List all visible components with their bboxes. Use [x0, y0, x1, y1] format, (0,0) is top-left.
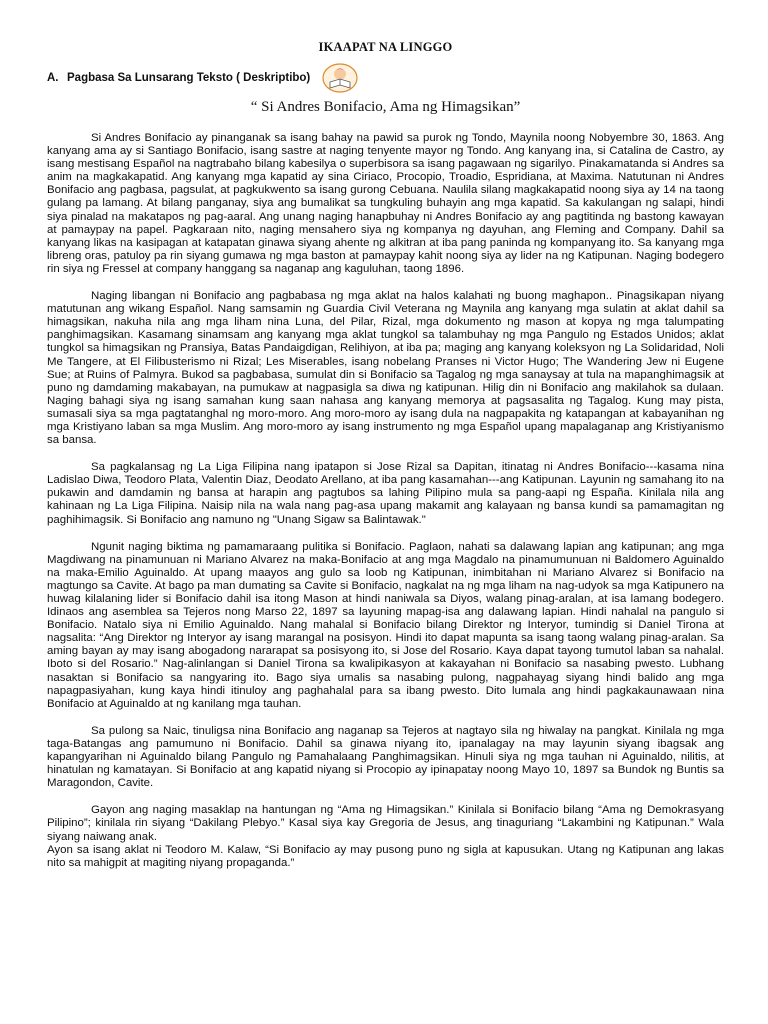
paragraph: Sa pulong sa Naic, tinuligsa nina Bonifacio ang naganap sa Tejeros at nagtayo sila ng hiwalay na pangkat. Kinilala ng mga taga-Batangas ang pamumuno ni Bonifacio. Dahil sa ginawa niyang ito, ipanalagay na may layunin siyang ibagsak ang kapangyarihan ni Aguinaldo bilang Pangulo ng Pamahalaang Panghimagsikan. Hinuli siya ng mga tauhan ni Aguinaldo, nilitis, at hinatulan ng kamatayan. Si Bonifacio at ang kapatid niyang si Procopio ay ipinapatay noong Mayo 10, 1897 sa Bundok ng Buntis sa Maragondon, Cavite.: [47, 724, 724, 790]
paragraph: Sa pagkalansag ng La Liga Filipina nang ipatapon si Jose Rizal sa Dapitan, itinatag ni Andres Bonifacio---kasama nina Ladislao Diwa, Teodoro Plata, Valentin Diaz, Deodato Arellano, at iba pang kasamahan---ang Katipunan. Layunin ng samahang ito na pukawin and damdamin ng bansa at harapin ang pagtubos sa lahing Pilipino mula sa pang-aapi ng España. Kinilala nila ang kahinaan ng La Liga Filipina. Naisip nila na wala nang pag-asa upang makamit ang kalayaan ng bansa kundi sa pamamagitan ng paghihimagsik. Si Bonifacio ang namuno ng "Unang Sigaw sa Balintawak.": [47, 461, 724, 526]
paragraph: Ngunit naging biktima ng pamamaraang pulitika si Bonifacio. Paglaon, nahati sa dalawang lapian ang katipunan; ang mga Magdiwang na pinamunuan ni Mariano Alvarez na maka-Bonifacio at ang mga Magdalo na pinamumunuan ni Baldomero Aguinaldo na maka-Emilio Aguinaldo. At upang maayos ang gulo sa loob ng Katipunan, inimbitahan ni Mariano Alvarez si Bonifacio na magtungo sa Cavite. At bago pa man dumating sa Cavite si Bonifacio, nagkalat na ng mga liham na nag-udyok sa mga Katipunero na huwag kilalaning lider si Bonifacio dahil isa itong Mason at hindi naniwala sa Diyos, walang pinag-aralan, at isa lamang bodegero. Idinaos ang asemblea sa Tejeros nong Marso 22, 1897 sa layuning mapag-isa ang dalawang lapian. Hindi nahalal na pangulo si Bonifacio. Natalo siya ni Emilio Aguinaldo. Nang mahalal si Bonifacio bilang Direktor ng Interyor, tumindig si Daniel Tirona at nagsalita: “Ang Direktor ng Interyor ay isang marangal na posisyon. Hindi ito dapat mapunta sa isang taong walang pinag-aralan. Sa aming bayan ay may isang abogadong nararapat sa posisyong ito, si Jose del Rosario. Kaya dapat tayong tumutol laban sa nahalal. Iboto si del Rosario.” Nag-alinlangan si Daniel Tirona sa kwalipikasyon at kakayahan ni Bonifacio sa nasabing pwesto. Lubhang nasaktan si Bonifacio sa nangyaring ito. Bago siya umalis sa nasabing pulong, nagpahayag siyang hindi balido ang mga napagpasiyahan, kung kaya hindi itinuloy ang paghahalal para sa ibang pwesto. Dito lumala ang hindi pagkakaunawaan nina Bonifacio at Aguinaldo at ng kanilang mga tauhan.: [47, 540, 724, 710]
section-letter: A.: [47, 72, 59, 84]
paragraph: Naging libangan ni Bonifacio ang pagbabasa ng mga aklat na halos kalahati ng buong maghapon.. Pinagsikapan niyang matutunan ang wikang Español. Nang samsamin ng Guardia Civil Veterana ng Maynila ang kanyang mga sulatin at aklat dahil sa himagsikan, nakuha nila ang mga liham nina Luna, del Pilar, Rizal, mga dokumento ng mason at kopya ng mga talumpating panghimagsikan. Kasamang sinamsam ang kanyang mga aklat tungkol sa talambuhay ng mga Pangulo ng Estados Unidos; aklat tungkol sa himagsikan ng Pransiya, Batas Pandaigdigan, Relihiyon, at iba pa; maging ang kanyang koleksyon ng La Solidaridad, Noli Me Tangere, at El Filibusterismo ni Rizal; Les Miserables, isang nobelang Pranses ni Victor Hugo; The Wandering Jew ni Eugene Sue; at Ruins of Palmyra. Bukod sa pagbabasa, sumulat din si Bonifacio sa Tagalog ng mga sanaysay at tula na mapanghimagsik at puno ng damdaming makabayan, na pumukaw at nagpasigla sa diwa ng katipunan. Hilig din ni Bonifacio ang makilahok sa dulaan. Naging bahagi siya ng isang samahan kung saan nahasa ang kanyang memorya at pagsasalita ng Tagalog. Kung may pista, sumasali siya sa mga pagtatanghal ng moro-moro. Ang moro-moro ay isang dula na nagpapakita ng katapangan at kabayanihan ng mga Kristiyano laban sa mga Muslim. Ang moro-moro ay isang instrumento ng mga Español upang mapalaganap ang Kristiyanismo sa bansa.: [47, 290, 724, 447]
paragraph: Ayon sa isang aklat ni Teodoro M. Kalaw, “Si Bonifacio ay may pusong puno ng sigla at kapusukan. Utang ng Katipunan ang lakas nito sa mahigpit at magiting niyang propaganda.”: [47, 843, 724, 869]
article-title: “ Si Andres Bonifacio, Ama ng Himagsikan”: [250, 99, 521, 115]
paragraph: Gayon ang naging masaklap na hantungan ng “Ama ng Himagsikan.” Kinilala si Bonifacio bilang “Ama ng Demokrasyang Pilipino”; kinilala rin siyang “Dakilang Plebyo.” Kasal siya kay Gregoria de Jesus, ang tinaguriang “Lakambini ng Katipunan.” Wala siyang naiwang anak.: [47, 804, 724, 843]
paragraph: Si Andres Bonifacio ay pinanganak sa isang bahay na pawid sa purok ng Tondo, Maynila noong Nobyembre 30, 1863. Ang kanyang ama ay si Santiago Bonifacio, isang sastre at naging tenyente mayor ng Tondo. Ang kanyang ina, si Catalina de Castro, ay isang mestisang Español na nagtrabaho bilang kabesilya o superbisora sa isang pagawaan ng sigarilyo. Pinakamatanda si Andres sa anim na magkakapatid. Ang kanyang mga kapatid ay sina Ciriaco, Procopio, Troadio, Espridiana, at Maxima. Natutunan ni Andres Bonifacio ang pagbasa, pagsulat, at pagkukwento sa isang gurong Cebuana. Naulila silang magkakapatid noong siya ay 14 na taong gulang pa lamang. At bilang panganay, siya ang bumalikat sa tungkuling buhayin ang mga kapatid. Sa kakulangan ng salapi, hindi siya pinalad na makatapos ng pag-aaral. Ang unang naging hanapbuhay ni Andres Bonifacio ay ang pagtitinda ng bastong kawayan at pamaypay na papel. Pagkaraan nito, naging mensahero siya ng kompanya ng dayuhan, ang Fleming and Company. Dahil sa kanyang likas na kasipagan at katapatan ginawa siyang ahente ng alkitran at iba pang paninda ng kompanyang ito. Sa kanyang mga libreng oras, patuloy pa rin siyang gumawa ng mga baston at pamaypay kahit noong siya ay lider na ng Katipunan. Naging bodegero rin siya ng Fressel at company hanggang sa naganap ang kaguluhan, taong 1896.: [47, 132, 724, 275]
child-reading-book-icon: [322, 63, 358, 93]
section-title: Pagbasa Sa Lunsarang Teksto ( Deskriptibo): [67, 72, 311, 84]
week-heading: IKAAPAT NA LINGGO: [318, 40, 453, 54]
section-heading: [47, 63, 724, 93]
